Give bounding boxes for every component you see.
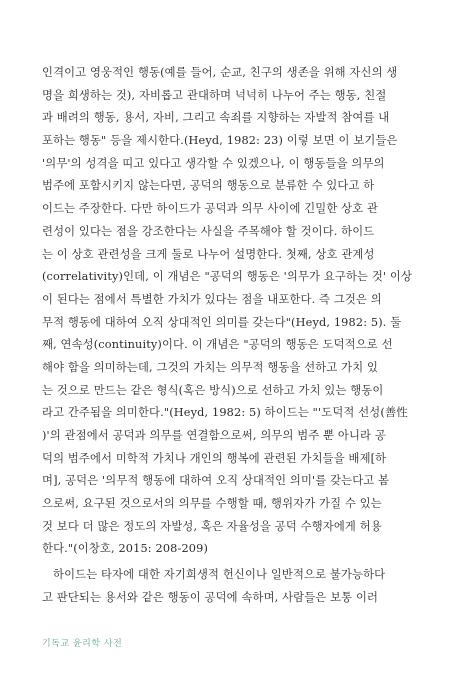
text-line: 이 된다는 점에서 특별한 가치가 있다는 점을 내포한다. 즉 그것은 의 [42,292,382,306]
text-line: 범주에 포함시키지 않는다면, 공덕의 행동으로 분류한 수 있다고 하 [42,179,375,193]
text-line: 한다."(이창호, 2015: 208-209) [42,542,209,556]
body-text [42,62,430,610]
text-line: 련성이 있다는 점을 강조한다는 사실을 주목해야 할 것이다. 하이드 [42,224,375,238]
text-line: 는 것으로 만드는 같은 형식(혹은 방식)으로 선하고 가치 있는 행동이 [42,383,384,397]
text-line: 덕의 범주에서 미학적 가치나 개인의 행복에 관련된 가치들을 배제[하 [42,451,387,465]
text-line: '의무'의 성격을 띠고 있다고 생각할 수 있겠으나, 이 행동들을 의무의 [42,156,385,170]
text-line: 과 배려의 행동, 용서, 자비, 그리고 속죄를 지향하는 자발적 참여를 내 [42,111,390,125]
text-line: 으로써, 요구된 것으로서의 의무를 수행할 때, 행위자가 가질 수 있는 [42,497,382,511]
text-line: 포하는 행동" 등을 제시한다.(Heyd, 1982: 23) 이렇 보면 이 보기들은 [42,134,398,148]
text-line: 째, 연속성(continuity)이다. 이 개념은 "공덕의 행동은 도덕적으로 선 [42,338,393,352]
text-line: 무적 행동에 대하여 오직 상대적인 의미를 갖는다"(Heyd, 1982: 5). 둘 [42,315,402,329]
text-line: 명을 희생하는 것), 자비롭고 관대하며 넉넉히 나누어 주는 행동, 친절 [42,88,387,102]
text-line: 인격이고 영웅적인 행동(예를 들어, 순교, 친구의 생존을 위해 자신의 생 [42,66,398,79]
text-line: 라고 간주됨을 의미한다."(Heyd, 1982: 5) 하이드는 "'도덕적 선성(善性 [42,406,408,420]
paragraph-start-line: 하이드는 타자에 대한 자기희생적 헌신이나 일반적으로 불가능하다 [53,568,386,582]
text-line: 해야 함을 의미하는데, 그것의 가치는 의무적 행동을 선하고 가치 있 [42,360,379,374]
text-line: (correlativity)인데, 이 개념은 "공덕의 행동은 '의무가 요구하는 것' 이상 [42,270,413,284]
text-line: )'의 관점에서 공덕과 의무를 연결함으로써, 의무의 범주 뿐 아니라 공 [42,429,386,442]
text-line: 며], 공덕은 '의무적 행동에 대하여 오직 상대적인 의미'를 갖는다고 봄 [42,474,390,488]
text-line: 고 판단되는 용서와 같은 행동이 공덕에 속하며, 사람들은 보통 이러 [42,590,379,604]
running-footer: 기독교 윤리학 사전 [42,639,123,649]
text-line: 이드는 주장한다. 다만 하이드가 공덕과 의무 사이에 긴밀한 상호 관 [42,202,379,216]
text-line: 는 이 상호 관련성을 크게 둘로 나누어 설명한다. 첫째, 상호 관계성 [42,247,375,261]
text-line: 것 보다 더 많은 정도의 자발성, 혹은 자율성을 공덕 수행자에게 허용 [42,519,382,533]
